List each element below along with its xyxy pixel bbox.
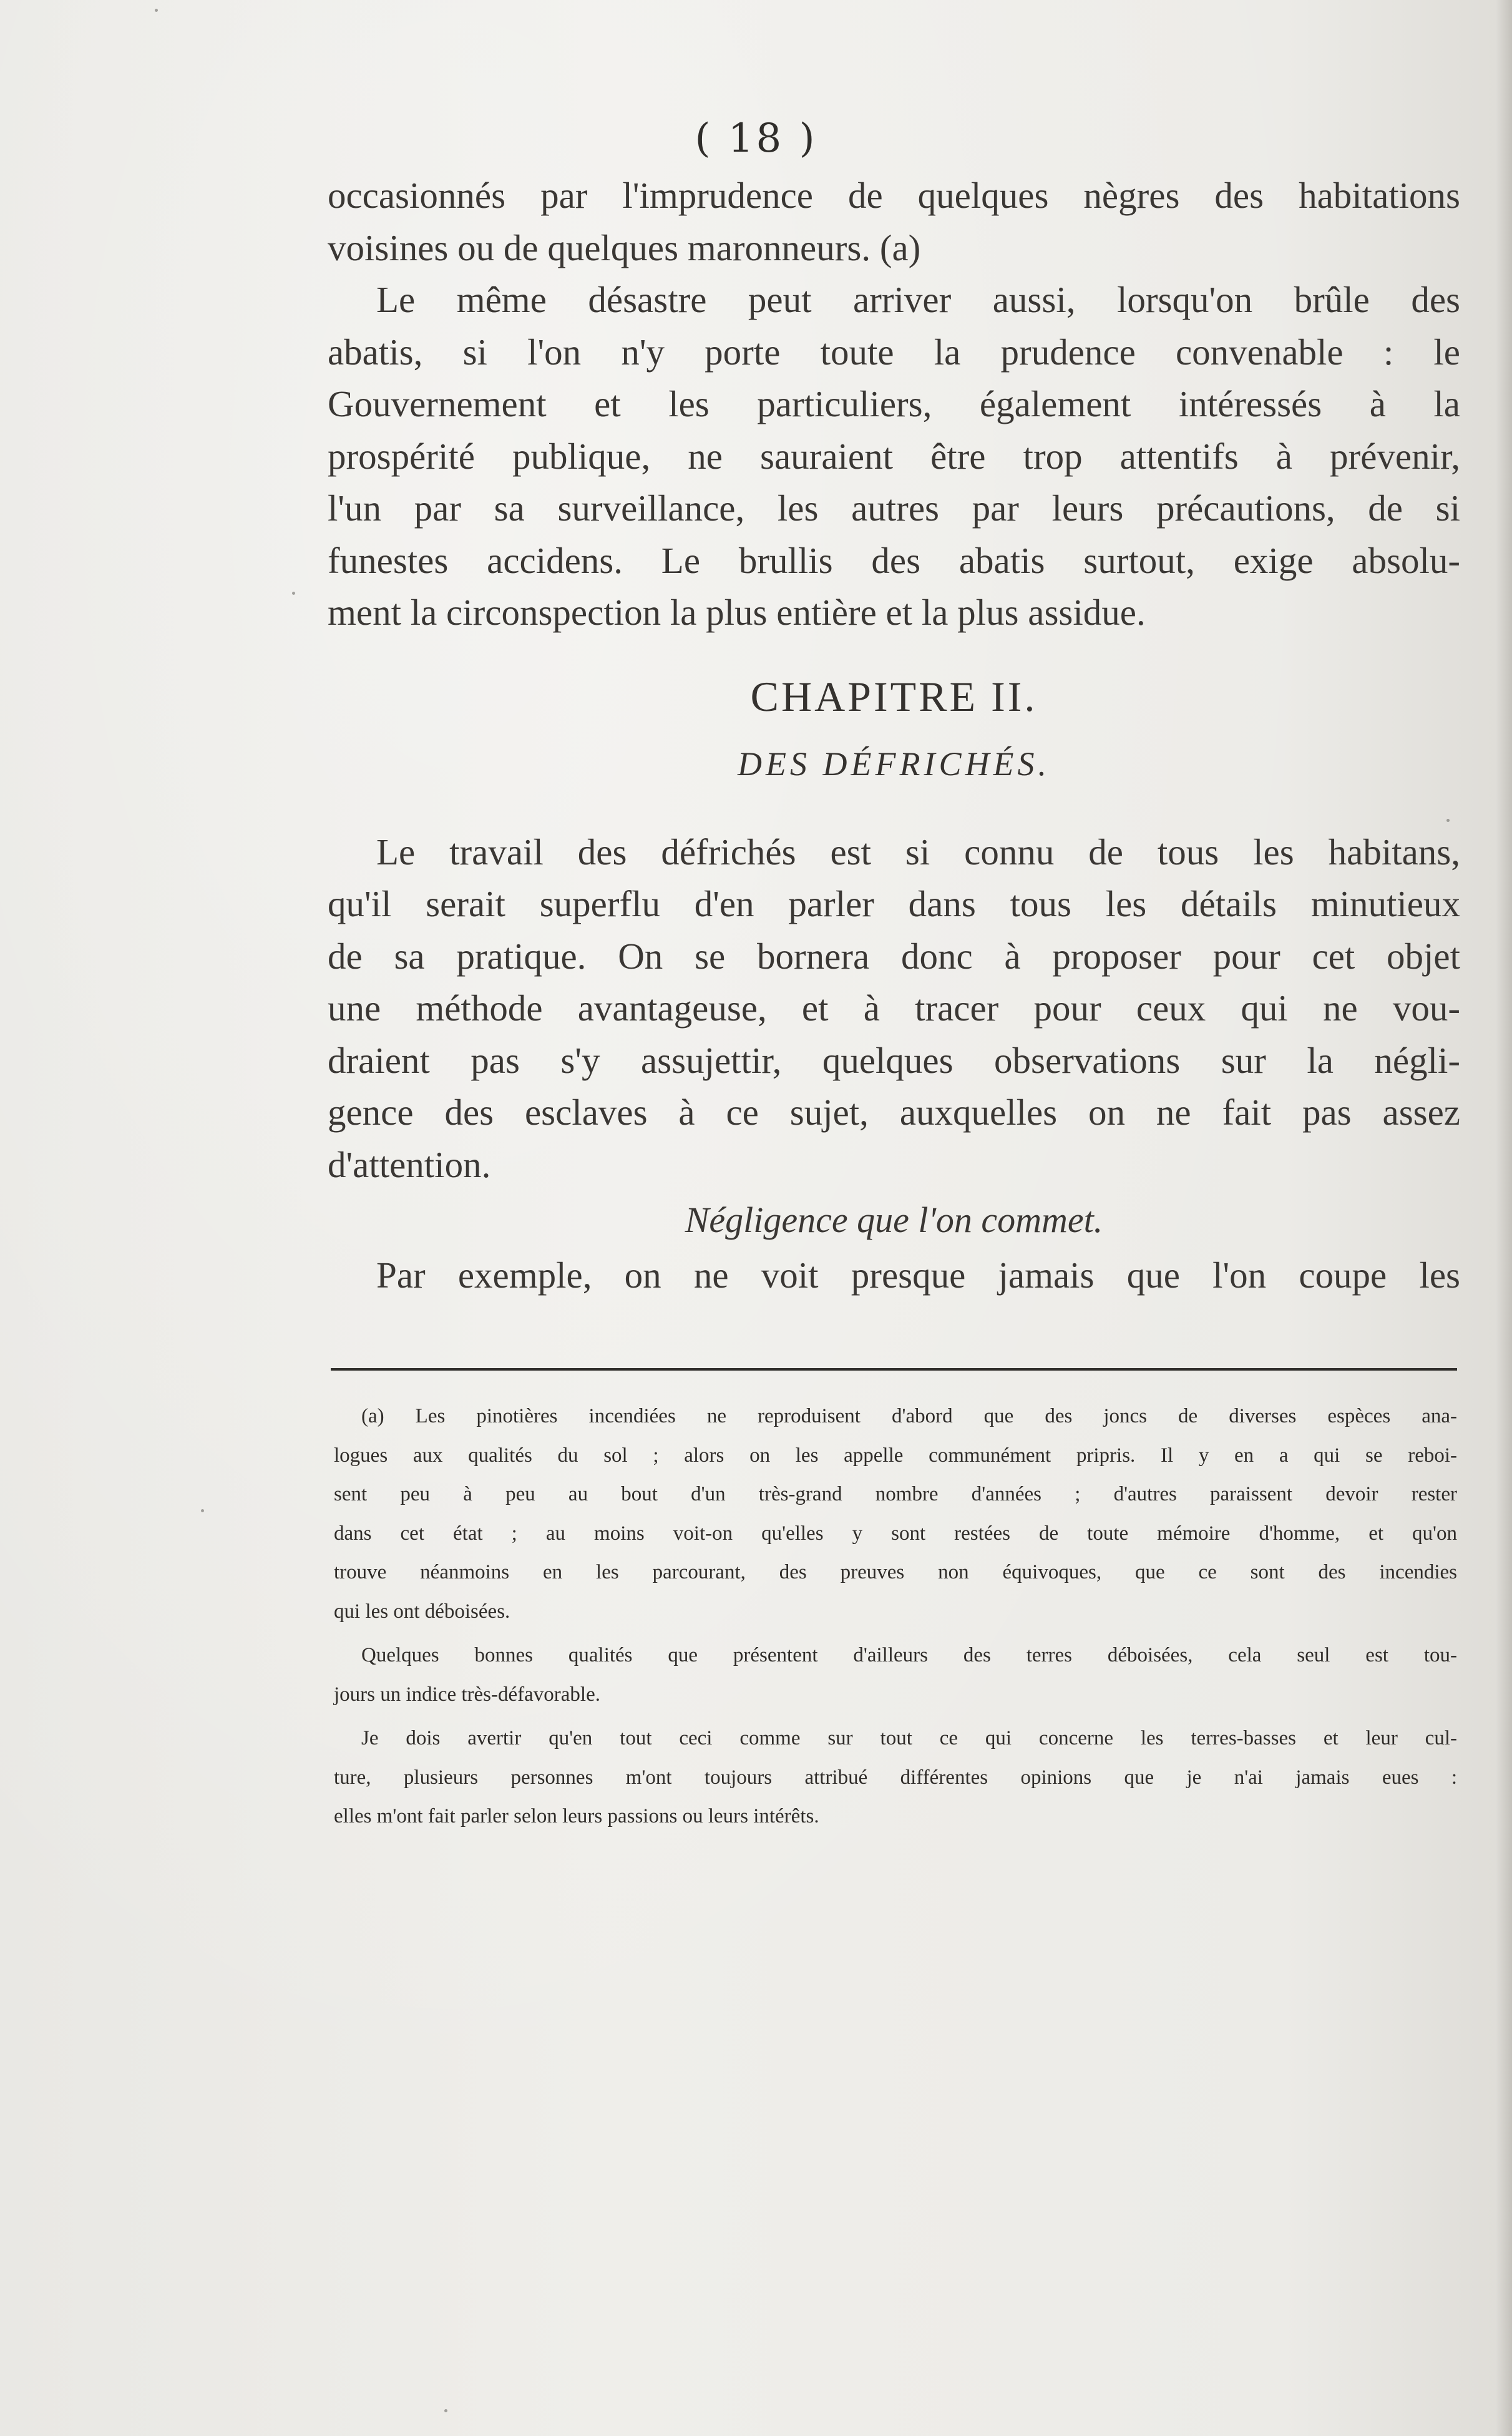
footnote-paragraph <box>334 1397 1457 1631</box>
paper-speck <box>444 2409 447 2412</box>
text-line: gence des esclaves à ce sujet, auxquelles on ne fait pas assez <box>328 1092 1460 1133</box>
text-line: occasionnés par l'imprudence de quelques nègres des habitations <box>328 175 1460 216</box>
subheading: Négligence que l'on commet. <box>685 1200 1103 1240</box>
paper-speck <box>201 1509 204 1512</box>
main-text <box>328 170 1460 1302</box>
text-line: voisines ou de quelques maronneurs. (a) <box>328 227 921 268</box>
footnote-line: dans cet état ; au moins voit-on qu'elles y sont restées de toute mémoire d'homme, et qu'on <box>334 1522 1457 1545</box>
footnote-line: sent peu à peu au bout d'un très-grand nombre d'années ; d'autres paraissent devoir rester <box>334 1483 1457 1505</box>
page-number: ( 18 ) <box>695 115 817 162</box>
text-line: Gouvernement et les particuliers, également intéressés à la <box>328 383 1460 424</box>
footnote-paragraph <box>334 1719 1457 1836</box>
paper-speck <box>292 592 295 595</box>
footnote-line: Quelques bonnes qualités que présentent d'ailleurs des terres déboisées, cela seul est tou- <box>361 1644 1457 1666</box>
footnote-paragraph <box>334 1636 1457 1714</box>
paper-speck <box>155 9 158 12</box>
text-line: abatis, si l'on n'y porte toute la prudence convenable : le <box>328 331 1460 373</box>
footnote-line: (a) Les pinotières incendiées ne reproduisent d'abord que des joncs de diverses espèces ana- <box>361 1405 1457 1427</box>
text-line: Le même désastre peut arriver aussi, lorsqu'on brûle des <box>376 279 1460 320</box>
section-title: DES DÉFRICHÉS. <box>738 745 1050 783</box>
footnote-line: Je dois avertir qu'en tout ceci comme sur tout ce qui concerne les terres-basses et leur cul- <box>361 1727 1457 1749</box>
footnote-rule <box>331 1368 1457 1371</box>
page-spine-shadow <box>1496 0 1512 2436</box>
text-line: de sa pratique. On se bornera donc à proposer pour cet objet <box>328 935 1460 977</box>
text-line: prospérité publique, ne sauraient être trop attentifs à prévenir, <box>328 435 1460 477</box>
paper-speck <box>1446 819 1450 822</box>
text-line: Le travail des défrichés est si connu de tous les habitans, <box>376 831 1460 873</box>
chapter-title: CHAPITRE II. <box>750 672 1038 720</box>
footnote-line: logues aux qualités du sol ; alors on les appelle communément pripris. Il y en a qui se reboi- <box>334 1444 1457 1467</box>
footnotes <box>334 1397 1457 1841</box>
footnote-line: elles m'ont fait parler selon leurs passions ou leurs intérêts. <box>334 1805 819 1827</box>
text-line: d'attention. <box>328 1143 491 1185</box>
text-line: Par exemple, on ne voit presque jamais que l'on coupe les <box>376 1255 1460 1296</box>
text-line: ment la circonspection la plus entière et la plus assidue. <box>328 592 1146 633</box>
text-line: funestes accidens. Le brullis des abatis surtout, exige absolu- <box>328 539 1460 581</box>
footnote-line: ture, plusieurs personnes m'ont toujours attribué différentes opinions que je n'ai jamais eues : <box>334 1766 1457 1789</box>
footnote-line: jours un indice très-défavorable. <box>334 1683 601 1706</box>
footnote-line: trouve néanmoins en les parcourant, des preuves non équivoques, que ce sont des incendies <box>334 1561 1457 1583</box>
footnote-line: qui les ont déboisées. <box>334 1600 510 1623</box>
text-line: une méthode avantageuse, et à tracer pour ceux qui ne vou- <box>328 987 1460 1029</box>
text-line: draient pas s'y assujettir, quelques observations sur la négli- <box>328 1039 1460 1081</box>
text-line: l'un par sa surveillance, les autres par leurs précautions, de si <box>328 487 1460 529</box>
text-line: qu'il serait superflu d'en parler dans tous les détails minutieux <box>328 883 1460 924</box>
